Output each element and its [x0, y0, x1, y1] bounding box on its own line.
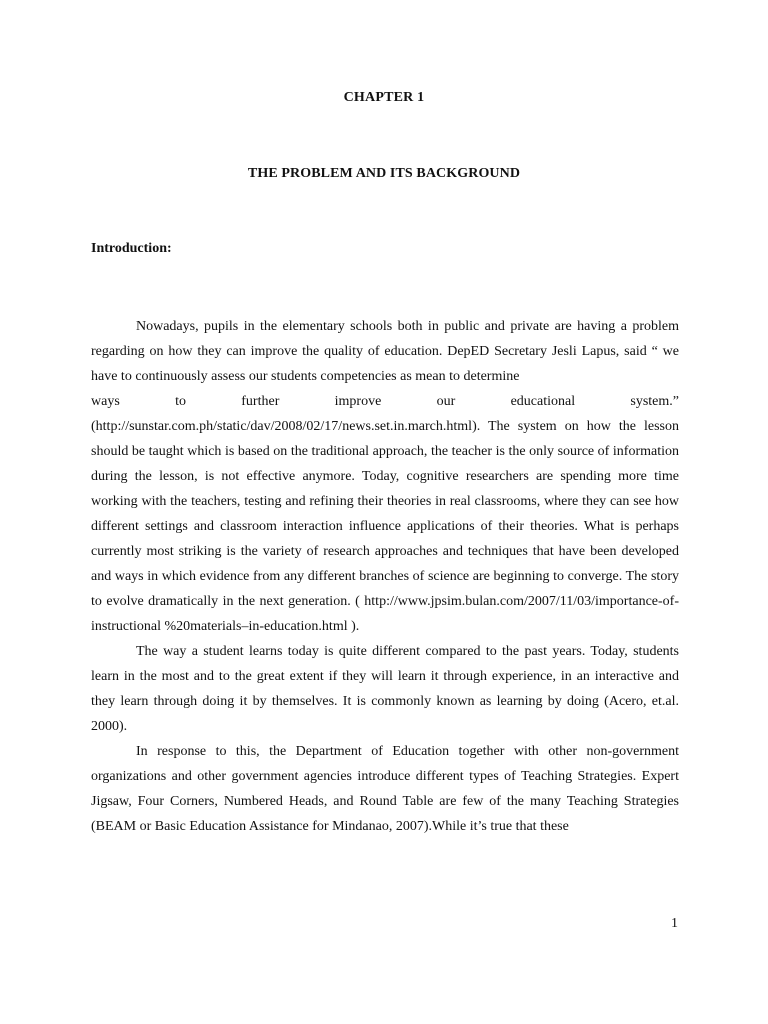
body-text [91, 314, 679, 839]
paragraph-1-text-b: (http://sunstar.com.ph/static/dav/2008/02/17/news.set.in.march.html). The system on how the lesson should be taught which is based on the traditional approach, the teacher is the only source of information during the lesson, is not effective anymore. Today, cognitive researchers are spending more time working with the teachers, testing and refining their theories in real classrooms, where they can see how different settings and classroom interaction influence applications of their theories. What is perhaps currently most striking is the variety of research approaches and techniques that have been developed and ways in which evidence from any different branches of science are beginning to converge. The story to evolve dramatically in the next generation. ( http://www.jpsim.bulan.com/2007/11/03/importance-of-instructional %20materials–in-education.html ). [91, 419, 679, 634]
paragraph-1 [91, 314, 679, 639]
paragraph-1-justified-line: ways to further improve our educational system.” [91, 394, 679, 409]
paragraph-3: In response to this, the Department of Education together with other non-government organizations and other government agencies introduce different types of Teaching Strategies. Expert Jigsaw, Four Corners, Numbered Heads, and Round Table are few of the many Teaching Strategies (BEAM or Basic Education Assistance for Mindanao, 2007).While it’s true that these [91, 744, 679, 834]
paragraph-1-text-a: Nowadays, pupils in the elementary schools both in public and private are having a problem regarding on how they can improve the quality of education. DepED Secretary Jesli Lapus, said “ we have to continuously assess our students competencies as mean to determine [91, 319, 679, 384]
page-number: 1 [671, 916, 678, 931]
chapter-heading: CHAPTER 1 [343, 90, 425, 105]
section-heading: Introduction: [91, 241, 172, 256]
page-title: THE PROBLEM AND ITS BACKGROUND [247, 166, 521, 181]
paragraph-2: The way a student learns today is quite different compared to the past years. Today, students learn in the most and to the great extent if they will learn it through experience, in an interactive and they learn through doing it by themselves. It is commonly known as learning by doing (Acero, et.al. 2000). [91, 644, 679, 734]
